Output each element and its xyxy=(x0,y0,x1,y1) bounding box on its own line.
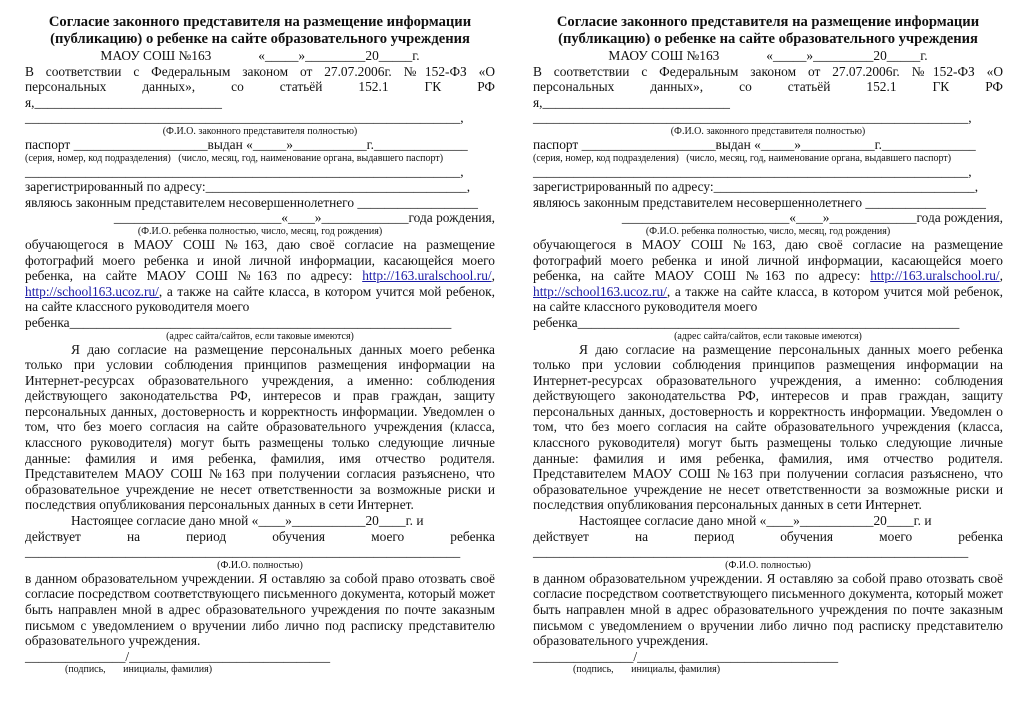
valid-period-line xyxy=(533,529,1003,545)
intro-text: В соответствии с Федеральным законом от 27.07.2006г. №152-ФЗ «О персональных данных», со статьёй 152.1 ГК РФ я,____________________________ xyxy=(25,63,495,110)
consent-paragraph: Я даю согласие на размещение персональных данных моего ребенка только при условии соблюдения принципов размещения информации на Интернет-ресурсах образовательного учреждения, а именно: соблюдения действующего законодательства РФ, интересов и прав граждан, защиту персональных данных, достоверность и корректность информации. Уведомлен о том, что без моего согласия на сайте образовательного учреждения (класса, классного руководителя) могут быть размещены только следующие личные данные: фамилия и имя ребенка, фамилия, имя отчество родителя. Представителем МАОУ СОШ №163 при получении согласия разъяснено, что образовательное учреждение не несет ответственности за возможные риски и последствия опубликования персональных данных в сети Интернет. xyxy=(533,341,1003,513)
caption-sites: (адрес сайта/сайтов, если таковые имеются) xyxy=(166,330,354,342)
student-text: обучающегося в МАОУ СОШ №163, даю своё согласие на размещение фотографий моего ребенка и иной личной информации, касающейся моего ребенка, на сайте МАОУ СОШ №163 по адресу: xyxy=(25,236,495,284)
full-name-blank: _________________________________________________________________ xyxy=(533,544,969,560)
caption-child: (Ф.И.О. ребенка полностью, число, месяц, год рождения) xyxy=(137,225,383,237)
consent-form-right xyxy=(533,14,1003,676)
valid-word: ребенка xyxy=(958,528,1003,544)
student-paragraph xyxy=(25,237,495,315)
school-ucoz-link[interactable]: http://school163.ucoz.ru/ xyxy=(25,283,159,299)
valid-word: обучения xyxy=(272,528,326,544)
caption-signature-text: (подпись, инициалы, фамилия) xyxy=(573,664,721,676)
signature-line: _______________/______________________________ xyxy=(533,648,839,664)
rep-name-blank: _________________________________________________________________, xyxy=(25,110,464,126)
caption-full-name: (Ф.И.О. полностью) xyxy=(217,559,303,571)
valid-word: моего xyxy=(879,528,913,544)
caption-rep-name: (Ф.И.О. законного представителя полностью) xyxy=(162,125,358,137)
valid-word: действует xyxy=(25,528,81,544)
caption-signature-text: (подпись, инициалы, фамилия) xyxy=(65,664,213,676)
caption-signature xyxy=(25,664,495,676)
form-title-line1: Согласие законного представителя на размещение информации xyxy=(556,14,980,30)
school-date-line: МАОУ СОШ №163 «_____»_________20_____г. xyxy=(608,48,928,63)
representative-line: являюсь законным представителем несовершеннолетнего __________________ xyxy=(25,194,478,210)
after-links-text: , а также на сайте класса, в котором учится мой ребенок, на сайте классного руководителя моего xyxy=(25,283,495,315)
valid-word: период xyxy=(186,528,227,544)
form-title-line2: (публикацию) о ребенке на сайте образовательного учреждения xyxy=(558,31,978,47)
given-line: Настоящее согласие дано мной «____»___________20____г. и xyxy=(71,513,424,529)
full-name-blank: _________________________________________________________________ xyxy=(25,544,461,560)
caption-sites: (адрес сайта/сайтов, если таковые имеются) xyxy=(674,330,862,342)
valid-word: период xyxy=(694,528,735,544)
link-separator: , xyxy=(491,268,495,284)
school-date-line: МАОУ СОШ №163 «_____»_________20_____г. xyxy=(100,48,420,63)
valid-word: обучения xyxy=(780,528,834,544)
caption-signature xyxy=(533,664,1003,676)
child-site-line: ребенка_________________________________________________________ xyxy=(533,314,960,330)
valid-word: ребенка xyxy=(450,528,495,544)
address-line: зарегистрированный по адресу:_______________________________________, xyxy=(533,179,979,195)
caption-passport: (серия, номер, код подразделения) (число, месяц, год, наименование органа, выдавшего паспорт) xyxy=(25,152,444,164)
school-site-link[interactable]: http://163.uralschool.ru/ xyxy=(362,268,492,284)
form-title-line2: (публикацию) о ребенке на сайте образовательного учреждения xyxy=(50,31,470,47)
caption-full-name: (Ф.И.О. полностью) xyxy=(725,559,811,571)
birth-line: _________________________«____»_____________года рождения, xyxy=(621,210,1003,226)
birth-line: _________________________«____»_____________года рождения, xyxy=(113,210,495,226)
passport-line: паспорт ____________________выдан «_____»___________г.______________ xyxy=(533,136,976,152)
after-links-text: , а также на сайте класса, в котором учится мой ребенок, на сайте классного руководителя моего xyxy=(533,283,1003,315)
consent-paragraph: Я даю согласие на размещение персональных данных моего ребенка только при условии соблюдения принципов размещения информации на Интернет-ресурсах образовательного учреждения, а именно: соблюдения действующего законодательства РФ, интересов и прав граждан, защиту персональных данных, достоверность и корректность информации. Уведомлен о том, что без моего согласия на сайте образовательного учреждения (класса, классного руководителя) могут быть размещены только следующие личные данные: фамилия и имя ребенка, фамилия, имя отчество родителя. Представителем МАОУ СОШ №163 при получении согласия разъяснено, что образовательное учреждение не несет ответственности за возможные риски и последствия опубликования персональных данных в сети Интернет. xyxy=(25,341,495,513)
revoke-paragraph: в данном образовательном учреждении. Я оставляю за собой право отозвать своё согласие посредством соответствующего письменного документа, который может быть направлен мной в адрес образовательного учреждения по почте заказным письмом с уведомлением о вручении либо лично под расписку представителю образовательного учреждения. xyxy=(25,570,495,649)
valid-word: на xyxy=(634,528,649,544)
student-paragraph xyxy=(533,237,1003,315)
school-ucoz-link[interactable]: http://school163.ucoz.ru/ xyxy=(533,283,667,299)
valid-period-line xyxy=(25,529,495,545)
child-site-line: ребенка_________________________________________________________ xyxy=(25,314,452,330)
signature-line: _______________/______________________________ xyxy=(25,648,331,664)
passport-blank: _________________________________________________________________, xyxy=(25,163,464,179)
link-separator: , xyxy=(999,268,1003,284)
revoke-paragraph: в данном образовательном учреждении. Я оставляю за собой право отозвать своё согласие посредством соответствующего письменного документа, который может быть направлен мной в адрес образовательного учреждения по почте заказным письмом с уведомлением о вручении либо лично под расписку представителю образовательного учреждения. xyxy=(533,570,1003,649)
caption-rep-name: (Ф.И.О. законного представителя полностью) xyxy=(670,125,866,137)
address-line: зарегистрированный по адресу:_______________________________________, xyxy=(25,179,471,195)
representative-line: являюсь законным представителем несовершеннолетнего __________________ xyxy=(533,194,986,210)
caption-passport: (серия, номер, код подразделения) (число, месяц, год, наименование органа, выдавшего паспорт) xyxy=(533,152,952,164)
form-title-line1: Согласие законного представителя на размещение информации xyxy=(48,14,472,30)
valid-word: действует xyxy=(533,528,589,544)
caption-child: (Ф.И.О. ребенка полностью, число, месяц, год рождения) xyxy=(645,225,891,237)
passport-blank: _________________________________________________________________, xyxy=(533,163,972,179)
valid-word: моего xyxy=(371,528,405,544)
given-line: Настоящее согласие дано мной «____»___________20____г. и xyxy=(579,513,932,529)
student-text: обучающегося в МАОУ СОШ №163, даю своё согласие на размещение фотографий моего ребенка и иной личной информации, касающейся моего ребенка, на сайте МАОУ СОШ №163 по адресу: xyxy=(533,236,1003,284)
valid-word: на xyxy=(126,528,141,544)
school-site-link[interactable]: http://163.uralschool.ru/ xyxy=(870,268,1000,284)
intro-text: В соответствии с Федеральным законом от 27.07.2006г. №152-ФЗ «О персональных данных», со статьёй 152.1 ГК РФ я,____________________________ xyxy=(533,63,1003,110)
rep-name-blank: _________________________________________________________________, xyxy=(533,110,972,126)
consent-form-left xyxy=(25,14,495,676)
passport-line: паспорт ____________________выдан «_____»___________г.______________ xyxy=(25,136,468,152)
